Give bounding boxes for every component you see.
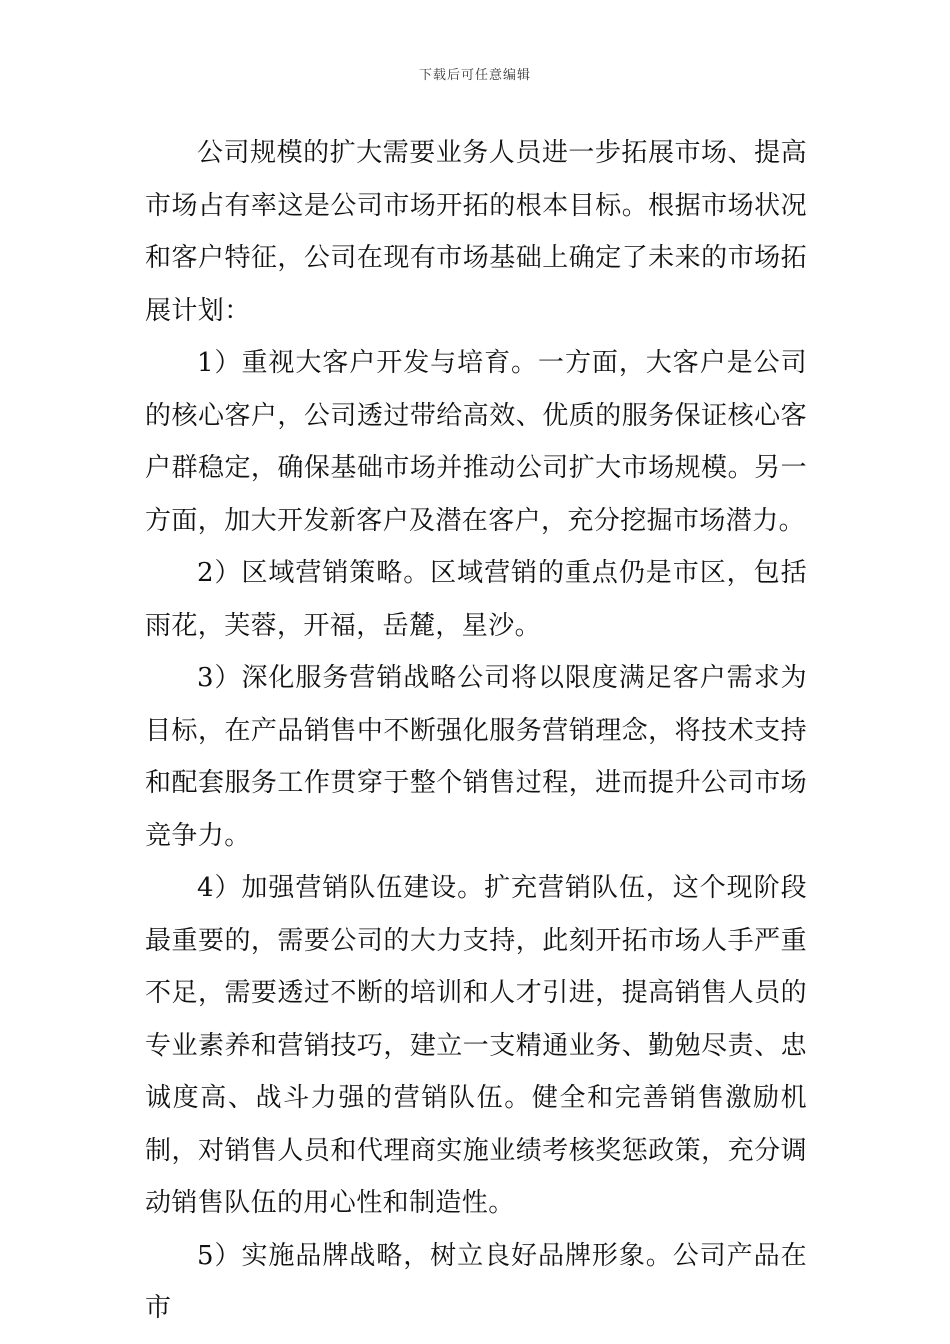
document-body xyxy=(145,127,807,1335)
paragraph-item-1: 1）重视大客户开发与培育。一方面，大客户是公司的核心客户，公司透过带给高效、优质的服务保证核心客户群稳定，确保基础市场并推动公司扩大市场规模。另一方面，加大开发新客户及潜在客户，充分挖掘市场潜力。 xyxy=(145,348,807,536)
paragraph-item-5: 5）实施品牌战略，树立良好品牌形象。公司产品在市 xyxy=(145,1240,807,1323)
paragraph-item-4: 4）加强营销队伍建设。扩充营销队伍，这个现阶段最重要的，需要公司的大力支持，此刻开拓市场人手严重不足，需要透过不断的培训和人才引进，提高销售人员的专业素养和营销技巧，建立一支精通业务、勤勉尽责、忠诚度高、战斗力强的营销队伍。健全和完善销售激励机制，对销售人员和代理商实施业绩考核奖惩政策，充分调动销售队伍的用心性和制造性。 xyxy=(145,873,807,1218)
paragraph-intro: 公司规模的扩大需要业务人员进一步拓展市场、提高市场占有率这是公司市场开拓的根本目标。根据市场状况和客户特征，公司在现有市场基础上确定了未来的市场拓展计划： xyxy=(145,138,807,326)
page-header: 下载后可任意编辑 xyxy=(418,68,531,83)
paragraph-item-2: 2）区域营销策略。区域营销的重点仍是市区，包括雨花，芙蓉，开福，岳麓，星沙。 xyxy=(145,558,807,641)
paragraph-item-3: 3）深化服务营销战略公司将以限度满足客户需求为目标，在产品销售中不断强化服务营销理念，将技术支持和配套服务工作贯穿于整个销售过程，进而提升公司市场竞争力。 xyxy=(145,663,807,851)
